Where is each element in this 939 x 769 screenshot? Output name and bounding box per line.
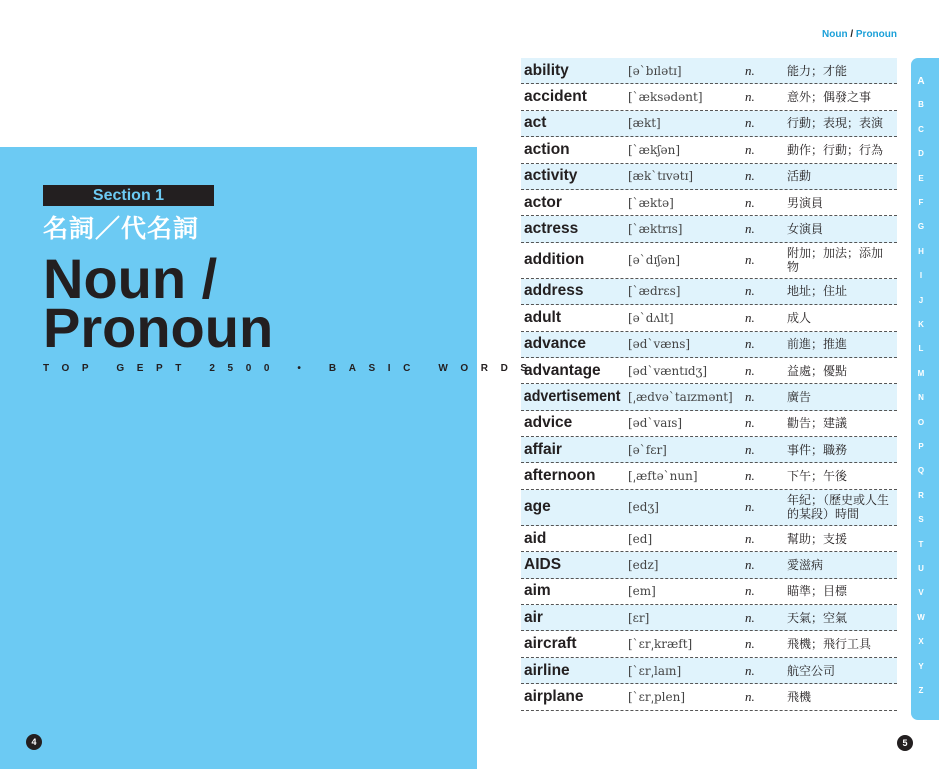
vocab-row [521,190,897,216]
vocab-part-of-speech: n. [745,499,755,515]
vocab-word: address [524,282,584,300]
chinese-title: 名詞／代名詞 [43,214,200,243]
vocab-row [521,605,897,631]
vocab-part-of-speech: n. [745,556,755,572]
vocab-pronunciation: [ˋæktrɪs] [628,222,683,237]
vocab-part-of-speech: n. [745,636,755,652]
vocab-pronunciation: [ed] [628,531,653,546]
vocab-part-of-speech: n. [745,221,755,237]
vocab-definition: 能力；才能 [787,63,848,78]
vocab-definition: 意外；偶發之事 [787,90,872,105]
alphabet-tab-letter[interactable]: A [917,76,925,87]
vocab-definition: 女演員 [787,222,824,237]
vocab-pronunciation: [ˋækʃən] [628,142,681,157]
vocab-row [521,111,897,137]
vocab-word: afternoon [524,467,596,485]
vocab-definition: 幫助；支援 [787,531,848,546]
alphabet-tab-letter[interactable]: R [918,490,924,500]
vocab-pronunciation: [ækt] [628,116,661,131]
vocab-definition: 成人 [787,310,812,325]
alphabet-tab-letter[interactable]: G [917,222,925,232]
alphabet-tab-letter[interactable]: X [918,637,924,647]
vocab-part-of-speech: n. [745,662,755,678]
vocab-word: act [524,114,547,132]
alphabet-tab-letter[interactable]: I [919,271,923,281]
alphabet-tab-letter[interactable]: Z [918,686,924,695]
vocabulary-list [521,58,897,711]
vocab-word: addition [524,251,585,269]
vocab-part-of-speech: n. [745,168,755,184]
vocab-part-of-speech: n. [745,468,755,484]
vocab-row [521,279,897,305]
vocab-definition: 天氣；空氣 [787,610,848,625]
alphabet-tab-letter[interactable]: B [918,100,924,110]
alphabet-tab-letter[interactable]: Y [918,661,924,671]
alphabet-tab-letter[interactable]: N [918,393,924,403]
vocab-word: airline [524,661,570,679]
left-page-number: 4 [26,734,42,750]
vocab-part-of-speech: n. [745,252,755,268]
vocab-row [521,58,897,84]
vocab-word: activity [524,167,578,185]
vocab-row [521,137,897,163]
vocab-definition: 愛滋病 [787,557,824,572]
vocab-pronunciation: [ədˋvæntɪdʒ] [628,363,708,378]
vocab-pronunciation: [əˋfɛr] [628,442,667,457]
vocab-pronunciation: [͵æftəˋnun] [628,469,698,484]
vocab-definition: 下午；午後 [787,469,848,484]
vocab-pronunciation: [əˋbɪlətɪ] [628,63,682,78]
running-head-pronoun: Pronoun [855,29,897,40]
vocab-part-of-speech: n. [745,194,755,210]
vocab-part-of-speech: n. [745,309,755,325]
vocab-word: actress [524,220,579,238]
vocab-definition: 事件；職務 [787,442,848,457]
vocab-row [521,164,897,190]
vocab-word: ability [524,61,569,79]
vocab-row [521,463,897,489]
vocab-pronunciation: [ˋædrɛs] [628,284,681,299]
vocab-definition: 活動 [787,169,812,184]
vocab-part-of-speech: n. [745,441,755,457]
vocab-row [521,84,897,110]
vocab-part-of-speech: n. [745,283,755,299]
vocab-row [521,684,897,710]
vocab-definition: 飛機；飛行工具 [787,637,872,652]
alphabet-tab-letter[interactable]: D [918,149,924,159]
vocab-row [521,358,897,384]
running-head-noun: Noun [822,29,848,40]
vocab-pronunciation: [ˋɛr͵laɪn] [628,663,682,678]
alphabet-tab-letter[interactable]: S [918,515,924,525]
alphabet-tab-letter[interactable]: Q [917,466,925,476]
vocab-pronunciation: [ˋɛr͵plen] [628,689,686,704]
vocab-definition: 附加；加法；添加物 [787,246,884,275]
vocab-pronunciation: [əˋdʌlt] [628,310,674,325]
alphabet-tab-letter[interactable]: U [918,564,924,573]
vocab-definition: 益處；優點 [787,363,848,378]
vocab-row [521,490,897,526]
alphabet-tab-letter[interactable]: V [918,588,924,598]
vocab-definition: 瞄準；目標 [787,584,848,599]
alphabet-tab-letter[interactable]: H [918,246,924,256]
vocab-pronunciation: [edʒ] [628,500,659,515]
vocab-definition: 飛機 [787,689,812,704]
vocab-row [521,526,897,552]
vocab-word: advantage [524,361,601,379]
vocab-part-of-speech: n. [745,583,755,599]
alphabet-tab-letter[interactable]: M [917,368,925,378]
vocab-pronunciation: [ˋɛr͵kræft] [628,637,693,652]
vocab-part-of-speech: n. [745,688,755,704]
vocab-word: affair [524,440,562,458]
vocab-row [521,437,897,463]
vocab-word: advance [524,335,587,353]
vocab-definition: 前進；推進 [787,337,848,352]
vocab-word: air [524,608,543,626]
vocab-pronunciation: [͵ædvəˋtaɪzmənt] [628,389,733,404]
vocab-part-of-speech: n. [745,388,755,404]
vocab-definition: 地址；住址 [787,284,848,299]
alphabet-index-tab [911,58,939,720]
vocab-row [521,243,897,279]
vocab-word: actor [524,193,562,211]
alphabet-tab-letter[interactable]: O [917,417,925,427]
vocab-definition: 勸告；建議 [787,416,848,431]
vocab-part-of-speech: n. [745,89,755,105]
vocab-word: accident [524,88,587,106]
vocab-word: advice [524,414,573,432]
vocab-part-of-speech: n. [745,141,755,157]
alphabet-tab-letter[interactable]: J [918,295,924,305]
vocab-part-of-speech: n. [745,115,755,131]
running-head-separator: / [847,29,856,40]
vocab-row [521,631,897,657]
vocab-row [521,658,897,684]
alphabet-tab-letter[interactable]: T [918,539,924,549]
vocab-word: advertisement [523,387,621,405]
vocab-part-of-speech: n. [745,415,755,431]
english-title-line-1: Noun / [43,247,218,310]
vocab-pronunciation: [ˋæksədənt] [628,90,703,105]
vocab-row [521,216,897,242]
section-label: Section 1 [43,185,214,206]
vocab-part-of-speech: n. [745,362,755,378]
vocab-definition: 男演員 [787,195,824,210]
vocab-word: action [524,140,570,158]
alphabet-tab-letter[interactable]: F [918,198,924,207]
vocab-definition: 動作；行動；行為 [787,142,884,157]
alphabet-tab-letter[interactable]: L [918,344,924,354]
vocab-word: aid [524,529,547,547]
vocab-pronunciation: [ˋæktə] [628,195,674,210]
alphabet-tab-letter[interactable]: C [918,124,924,134]
vocab-word: aim [524,582,551,600]
vocab-definition: 年紀；（歷史或人生的某段）時間 [787,493,890,522]
alphabet-tab-letter[interactable]: W [917,612,925,622]
vocab-row [521,305,897,331]
vocab-part-of-speech: n. [745,336,755,352]
vocab-word: adult [524,308,562,326]
vocab-row [521,411,897,437]
vocab-definition: 廣告 [787,389,812,404]
vocab-part-of-speech: n. [745,62,755,78]
vocab-definition: 行動；表現；表演 [787,116,884,131]
vocab-row [521,332,897,358]
vocab-pronunciation: [əˋdɪʃən] [628,253,681,268]
vocab-pronunciation: [ɛr] [628,610,650,625]
vocab-pronunciation: [ədˋvaɪs] [628,416,683,431]
english-title [43,247,274,359]
vocab-pronunciation: [em] [628,584,656,599]
vocab-word: airplane [524,687,584,705]
running-head [822,29,897,40]
vocab-row [521,552,897,578]
english-title-line-2: Pronoun [43,296,274,359]
vocab-pronunciation: [ækˋtɪvətɪ] [628,169,694,184]
vocab-word: age [524,498,551,516]
vocab-part-of-speech: n. [745,609,755,625]
vocab-word: AIDS [524,555,562,573]
vocab-part-of-speech: n. [745,530,755,546]
right-page-number: 5 [897,735,913,751]
alphabet-tab-letter[interactable]: K [918,320,924,329]
vocab-word: aircraft [524,635,577,653]
vocab-row [521,579,897,605]
vocab-row [521,384,897,410]
alphabet-tab-letter[interactable]: P [918,442,924,451]
vocab-pronunciation: [edz] [628,557,659,572]
alphabet-tab-letter[interactable]: E [918,173,924,183]
vocab-definition: 航空公司 [787,663,836,678]
book-tagline: TOP GEPT 2500 • BASIC WORDS [43,363,540,374]
vocab-pronunciation: [ədˋvæns] [628,337,691,352]
